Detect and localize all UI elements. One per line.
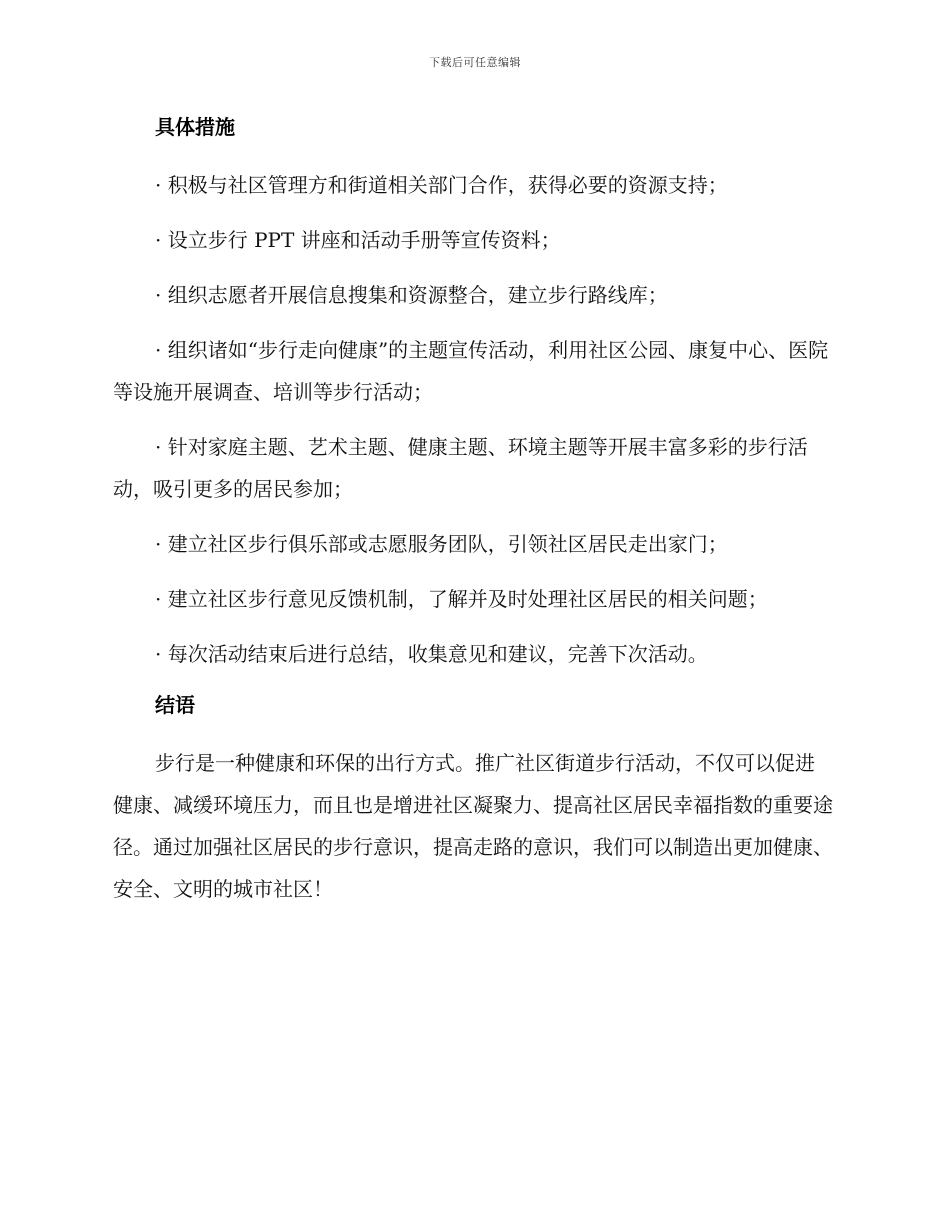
section-heading-conclusion: 结语	[155, 693, 195, 717]
measure-item-7: · 建立社区步行意见反馈机制，了解并及时处理社区居民的相关问题；	[155, 587, 768, 611]
measure-item-3: · 组织志愿者开展信息搜集和资源整合，建立步行路线库；	[155, 283, 668, 307]
conclusion-paragraph: 步行是一种健康和环保的出行方式。推广社区街道步行活动，不仅可以促进健康、减缓环境压力，而且也是增进社区凝聚力、提高社区居民幸福指数的重要途径。通过加强社区居民的步行意识，提高走路的意识，我们可以制造出更加健康、安全、文明的城市社区！	[113, 751, 833, 901]
measure-item-2: · 设立步行 PPT 讲座和活动手册等宣传资料；	[155, 228, 561, 252]
header-note: 下载后可任意编辑	[429, 56, 521, 69]
measure-item-4: · 组织诸如“步行走向健康”的主题宣传活动，利用社区公园、康复中心、医院等设施开展调查、培训等步行活动；	[113, 338, 829, 404]
measure-item-6: · 建立社区步行俱乐部或志愿服务团队，引领社区居民走出家门；	[155, 532, 728, 556]
measure-item-5: · 针对家庭主题、艺术主题、健康主题、环境主题等开展丰富多彩的步行活动，吸引更多的居民参加；	[113, 435, 808, 501]
section-heading-measures: 具体措施	[155, 115, 235, 139]
measure-item-8: · 每次活动结束后进行总结，收集意见和建议，完善下次活动。	[155, 642, 708, 666]
document-body	[113, 110, 833, 910]
measure-item-1: · 积极与社区管理方和街道相关部门合作，获得必要的资源支持；	[155, 173, 728, 197]
